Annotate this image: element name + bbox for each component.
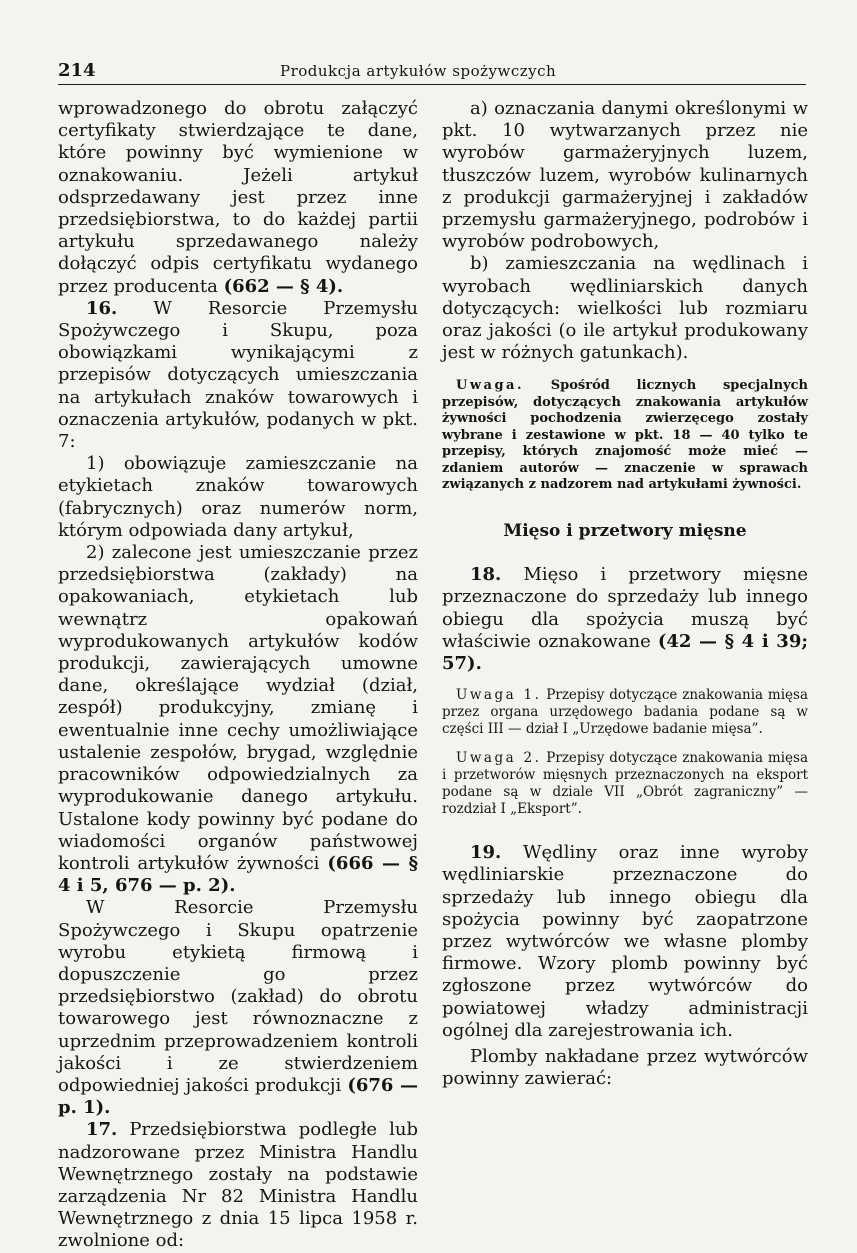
page-header bbox=[58, 58, 806, 85]
paragraph-number: 19. bbox=[470, 842, 502, 864]
note-label: Uwaga 2. bbox=[456, 750, 542, 767]
legal-reference: (666 — § 4 i 5, 676 — p. 2). bbox=[58, 852, 418, 897]
note-label: Uwaga. bbox=[456, 378, 524, 394]
page-number: 214 bbox=[58, 60, 96, 81]
list-item-2: 2) zalecone jest umieszczanie przez przedsiębiorstwa (zakłady) na opakowaniach, etykietach lub wewnątrz opakowań wyprodukowanych artykułów kodów produkcji, zawierających umowne dane, określające wydział (dział, zespół) produkcyjny, zmianę i ewentualnie inne cechy umożliwiające ustalenie zespołów, brygad, względnie pracowników odpowiedzialnych za wyprodukowanie danego artykułu. Ustalone kody powinny być podane do wiadomości organów państwowej kontroli artykułów żywności (666 — § 4 i 5, 676 — p. 2). bbox=[58, 542, 418, 897]
paragraph-seals: Plomby nakładane przez wytwórców powinny zawierać: bbox=[442, 1045, 808, 1090]
paragraph-19: 19. Wędliny oraz inne wyroby wędliniarskie przeznaczone do sprzedaży lub innego obiegu dla spożycia powinny być zaopatrzone przez wytwórców we własne plomby firmowe. Wzory plomb powinny być zgłoszone przez wytwórców do powiatowej władzy administracji ogólnej dla zarejestrowania ich. bbox=[442, 842, 808, 1041]
note-2: Uwaga 2. Przepisy dotyczące znakowania mięsa i przetworów mięsnych przeznaczonych na eksport podane są w dziale VII „Obrót zagraniczny” — rozdział I „Eksport”. bbox=[442, 750, 809, 818]
running-title: Produkcja artykułów spożywczych bbox=[280, 62, 557, 80]
paragraph-18: 18. Mięso i przetwory mięsne przeznaczone do sprzedaży lub innego obiegu dla spożycia muszą być właściwie oznakowane (42 — § 4 i 39; 57). bbox=[442, 564, 808, 674]
section-title: Mięso i przetwory mięsne bbox=[503, 520, 747, 541]
right-column bbox=[442, 98, 808, 1148]
paragraph-continuation: wprowadzonego do obrotu załączyć certyfikaty stwierdzające te dane, które powinny być wymienione w oznakowaniu. Jeżeli artykuł odsprzedawany jest przez inne przedsiębiorstwa, to do każdej partii artykułu sprzedawanego należy dołączyć odpis certyfikatu wydanego przez producenta (662 — § 4). bbox=[58, 98, 418, 297]
paragraph-17: 17. Przedsiębiorstwa podległe lub nadzorowane przez Ministra Handlu Wewnętrznego zostały na podstawie zarządzenia Nr 82 Ministra Handlu Wewnętrznego z dnia 15 lipca 1958 r. zwolnione od: bbox=[58, 1119, 418, 1252]
legal-reference: (42 — § 4 i 39; 57). bbox=[442, 630, 808, 674]
paragraph-number: 16. bbox=[86, 297, 118, 319]
note-label: Uwaga 1. bbox=[456, 687, 542, 704]
legal-reference: (676 — p. 1). bbox=[58, 1074, 419, 1119]
list-item-b: b) zamieszczania na wędlinach i wyrobach wędliniarskich danych dotyczących: wielkości lub rozmiaru oraz jakości (o ile artykuł produkowany jest w różnych gatunkach). bbox=[442, 253, 808, 364]
paragraph-quality: W Resorcie Przemysłu Spożywczego i Skupu opatrzenie wyrobu etykietą firmową i dopuszczenie go przez przedsiębiorstwo (zakład) do obrotu towarowego jest równoznaczne z uprzednim przeprowadzeniem kontroli jakości i ze stwierdzeniem odpowiedniej jakości produkcji (676 — p. 1). bbox=[58, 897, 419, 1119]
left-column bbox=[58, 98, 419, 1252]
paragraph-number: 17. bbox=[86, 1119, 118, 1141]
list-item-a: a) oznaczania danymi określonymi w pkt. 10 wytwarzanych przez nie wyrobów garmażeryjnych luzem, tłuszczów luzem, wyrobów kulinarnych z produkcji garmażeryjnej i zakładów przemysłu garmażeryjnego, podrobów i wyrobów podrobowych, bbox=[442, 98, 808, 253]
list-item-1: 1) obowiązuje zamieszczanie na etykietach znaków towarowych (fabrycznych) oraz numerów norm, którym odpowiada dany artykuł, bbox=[58, 453, 418, 541]
note-1: Uwaga 1. Przepisy dotyczące znakowania mięsa przez organa urzędowego badania podane są w części III — dział I „Urzędowe badanie mięsa”. bbox=[442, 687, 809, 738]
note-main: Uwaga. Spośród licznych specjalnych przepisów, dotyczących znakowania artykułów żywności pochodzenia zwierzęcego zostały wybrane i zestawione w pkt. 18 — 40 tylko te przepisy, których znajomość może mieć — zdaniem autorów — znaczenie w sprawach związanych z nadzorem nad artykułami żywności. bbox=[442, 378, 808, 493]
legal-reference: (662 — § 4). bbox=[223, 275, 344, 297]
paragraph-16: 16. W Resorcie Przemysłu Spożywczego i Skupu, poza obowiązkami wynikającymi z przepisów dotyczących umieszczania na artykułach znaków towarowych i oznaczenia artykułów, podanych w pkt. 7: bbox=[58, 297, 418, 453]
paragraph-number: 18. bbox=[470, 564, 502, 586]
